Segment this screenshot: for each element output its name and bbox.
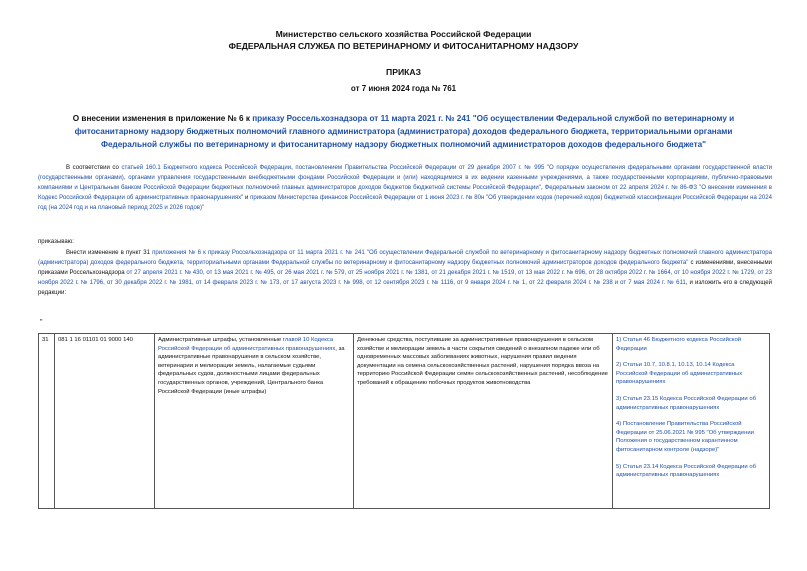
document-type: ПРИКАЗ [386, 67, 421, 77]
amendment-text: , и изложить его в следующей редакции: [38, 279, 772, 296]
legal-reference-link[interactable]: 3) Статья 23.15 Кодекса Российской Федерации об административных правонарушениях [616, 395, 757, 411]
legal-references [613, 334, 770, 509]
amendment-paragraph [38, 249, 772, 299]
link-amending-orders[interactable]: от 27 апреля 2021 г. № 430, от 13 мая 2021 г. № 495, от 26 мая 2021 г. № 579, от 25 ноября 2021 г. № 1381, от 21 декабря 2021 г. № 1519, от 13 мая 2022 г. № 696, от 28 октября 2022 г. № 1664, от 10 ноября 2022 г. № 1729, от 23 ноября 2022 г. № 1796, от 30 декабря 2022 г. № 1981, от 14 февраля 2023 г. № 173, от 17 августа 2023 г. № 998, от 12 сентября 2023 г. № 1116, от 9 января 2024 г. № 1, от 22 февраля 2024 г. № 238 и от 7 мая 2024 г. № 611 [38, 269, 773, 286]
ministry-name: Министерство сельского хозяйства Российской Федерации [275, 29, 532, 39]
link-federal-law-86[interactable]: Федеральным законом от 22 апреля 2024 г. № 86-ФЗ "О внесении изменения в Кодекс Российской Федерации об административных правонарушениях" [38, 184, 772, 201]
revenue-description [155, 334, 354, 509]
document-date-number: от 7 июня 2024 года № 761 [350, 84, 457, 93]
amendment-text: с изменениями, внесенными приказами Россельхознадзора [38, 259, 773, 276]
preamble-text: , [291, 165, 296, 171]
revenue-table [38, 333, 770, 509]
row-number: 31 [39, 334, 55, 509]
legal-reference-link[interactable]: 4) Постановление Правительства Российской Федерации от 25.06.2021 № 995 "Об утверждении Положения о государственном карантинном фитосанитарном контроле (надзоре)" [616, 421, 754, 453]
link-budget-code-160-1[interactable]: статьей 160.1 Бюджетного кодекса Российской Федерации [121, 165, 292, 171]
title-link-order-241[interactable]: приказу Россельхознадзора от 11 марта 2021 г. № 241 "Об осуществлении Федеральной службой по ветеринарному и фитосанитарному надзору бюджетных полномочий главного администратора (администратора) доходов федерального бюджета, территориальными органами Федеральной службы по ветеринарному и фитосанитарному надзору бюджетных полномочий администраторов доходов федерального бюджета" [74, 114, 735, 149]
preamble-text: В соответствии со [66, 165, 122, 171]
description-text: , за административные правонарушения в сельском хозяйстве, ветеринарии и мелиорации земель, налагаемые судьями федеральных судов, должностными лицами федеральных государственных органов, учреждений, Центрального банка Российской Федерации (иные штрафы) [158, 345, 345, 395]
legal-reference-link[interactable]: 5) Статья 23.14 Кодекса Российской Федерации об административных правонарушениях [616, 463, 757, 479]
legal-reference-link[interactable]: 1) Статья 46 Бюджетного кодекса Российской Федерации [616, 337, 742, 352]
link-government-decree-995[interactable]: постановлением Правительства Российской Федерации от 29 декабря 2007 г. № 995 "О порядке осуществления федеральными органами государственной власти (государственными органами), органами управления государственными внебюджетными фондами Российской Федерации и (или) находящимися в их ведении казенными учреждениями, а также государственными корпорациями, публично-правовыми компаниями и Центральным банком Российской Федерации бюджетных полномочий главных администраторов доходов бюджетов бюджетной системы Российской Федерации" [38, 165, 772, 191]
document-title [60, 113, 747, 151]
link-appendix-6[interactable]: приложения № 6 к приказу Россельхознадзора от 11 марта 2021 г. № 241 "Об осуществлении Федеральной службой по ветеринарному и фитосанитарному надзору бюджетных полномочий главного администратора (администратора) доходов федерального бюджета, территориальными органами Федеральной службы по ветеринарному и фитосанитарному надзору бюджетных полномочий администраторов доходов федерального бюджета" [38, 250, 772, 266]
quote-mark: " [40, 319, 43, 326]
table-row [39, 334, 770, 509]
link-minfin-order-80n[interactable]: приказом Министерства финансов Российской Федерации от 1 июня 2023 г. № 80н "Об утверждении кодов (перечней кодов) бюджетной классификации Российской Федерации на 2024 год (на 2024 год и на плановый период 2025 и 2026 годов)" [38, 194, 773, 211]
title-text: О внесении изменения в приложение № 6 к [72, 114, 253, 123]
amendment-text: Внести изменение в пункт 31 [66, 250, 153, 256]
budget-code: 081 1 16 01101 01 9000 140 [55, 334, 155, 509]
revenue-source: Денежные средства, поступившие за административные правонарушения в сельском хозяйстве и мелиорации земель в части сокрытия сведений о внезапном падеже или об одновременных массовых заболеваниях животных, нарушения правил ведения документации на семена сельскохозяйственных растений, нарушения порядка ввоза на территорию Российской Федерации семян сельскохозяйственных растений, несоблюдение требований к обращению побочных продуктов животноводства [354, 334, 613, 509]
link-chapter-10-koap[interactable]: главой 10 Кодекса Российской Федерации об административных правонарушениях [158, 337, 336, 352]
description-text: Административные штрафы, установленные [158, 337, 283, 343]
order-word: приказываю: [38, 239, 74, 245]
legal-reference-link[interactable]: 2) Статьи 10.7, 10.8.1, 10.13, 10.14 Кодекса Российской Федерации об административных правонарушениях [616, 362, 743, 386]
preamble-text: , [540, 184, 545, 191]
preamble-text: и [243, 194, 251, 201]
service-name: ФЕДЕРАЛЬНАЯ СЛУЖБА ПО ВЕТЕРИНАРНОМУ И ФИТОСАНИТАРНОМУ НАДЗОРУ [228, 41, 579, 51]
preamble-paragraph [38, 164, 772, 214]
